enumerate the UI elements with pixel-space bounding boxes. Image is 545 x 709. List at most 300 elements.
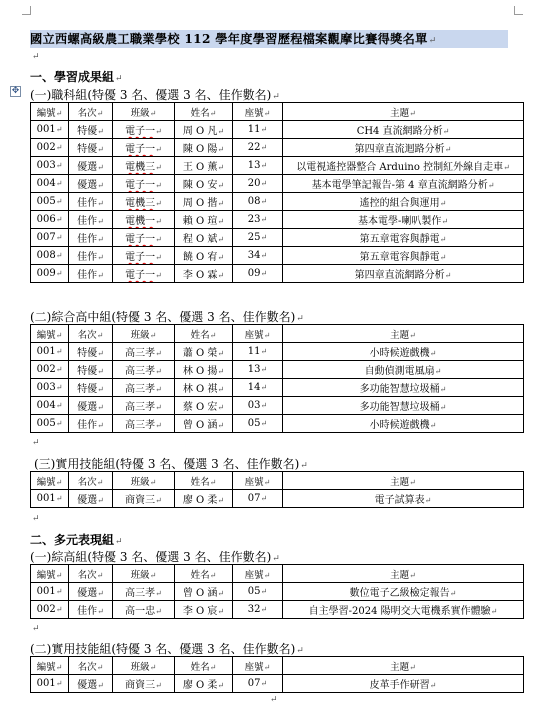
cell-rank[interactable]: 優選↵ — [69, 175, 113, 193]
cell-topic[interactable]: 多功能智慧垃圾桶↵ — [283, 379, 524, 397]
cell-name[interactable]: 陳 O 陽↵ — [175, 139, 233, 157]
table-header-row — [31, 657, 524, 675]
cell-rank[interactable]: 特優↵ — [69, 121, 113, 139]
cell-name[interactable]: 陳 O 安↵ — [175, 175, 233, 193]
cell-seat[interactable]: 05↵ — [233, 415, 283, 433]
paragraph-mark: ↵ — [155, 496, 162, 505]
paragraph-mark: ↵ — [444, 145, 452, 154]
column-header-rank[interactable]: 名次↵ — [69, 103, 113, 121]
margin-corner-top-right — [514, 6, 523, 15]
paragraph-mark: ↵ — [263, 477, 271, 487]
cell-rank[interactable]: 優選↵ — [69, 583, 113, 601]
cell-number[interactable]: 008↵ — [31, 247, 69, 265]
column-header-name[interactable]: 姓名↵ — [175, 103, 233, 121]
table-row[interactable] — [31, 265, 524, 283]
column-header-rank[interactable]: 名次↵ — [69, 472, 113, 490]
paragraph-mark: ↵ — [55, 269, 63, 278]
cell-name[interactable]: 蔡 O 宏↵ — [175, 397, 233, 415]
cell-name[interactable]: 曾 O 涵↵ — [175, 415, 233, 433]
cell-name[interactable]: 廖 O 柔↵ — [175, 490, 233, 508]
paragraph-mark: ↵ — [55, 233, 63, 242]
cell-name[interactable]: 賴 O 瑄↵ — [175, 211, 233, 229]
cell-rank[interactable]: 優選↵ — [69, 157, 113, 175]
paragraph-mark: ↵ — [217, 163, 225, 172]
paragraph-mark: ↵ — [217, 681, 225, 690]
cell-name[interactable]: 李 O 霖↵ — [175, 265, 233, 283]
paragraph-mark: ↵ — [97, 496, 104, 505]
cell-number[interactable]: 009↵ — [31, 265, 69, 283]
table-row[interactable] — [31, 175, 524, 193]
paragraph-mark: ↵ — [155, 163, 162, 172]
paragraph-mark: ↵ — [155, 589, 162, 598]
paragraph-mark: ↵ — [217, 127, 225, 136]
cell-rank[interactable]: 佳作↵ — [69, 229, 113, 247]
table-row[interactable] — [31, 361, 524, 379]
cell-name[interactable]: 程 O 斌↵ — [175, 229, 233, 247]
paragraph-mark: ↵ — [155, 607, 162, 616]
column-header-number[interactable]: 編號↵ — [31, 472, 69, 490]
paragraph-mark: ↵ — [217, 145, 225, 154]
column-header-class[interactable]: 班級↵ — [113, 472, 175, 490]
cell-class[interactable]: 電子一↵ — [113, 247, 175, 265]
paragraph-mark: ↵ — [96, 570, 104, 580]
cell-number[interactable]: 005↵ — [31, 193, 69, 211]
paragraph-mark: ↵ — [260, 215, 268, 224]
paragraph-mark: ↵ — [96, 662, 104, 672]
cell-number[interactable]: 001↵ — [31, 675, 69, 693]
cell-class[interactable]: 高三孝↵ — [113, 397, 175, 415]
paragraph-mark: ↵ — [260, 383, 268, 392]
table-row[interactable] — [31, 343, 524, 361]
column-header-name[interactable]: 姓名↵ — [175, 565, 233, 583]
table-row[interactable] — [31, 157, 524, 175]
cell-seat[interactable]: 22↵ — [233, 139, 283, 157]
paragraph-mark: ↵ — [97, 199, 104, 208]
cell-number[interactable]: 001↵ — [31, 490, 69, 508]
cell-rank[interactable]: 特優↵ — [69, 139, 113, 157]
table-row[interactable] — [31, 229, 524, 247]
cell-name[interactable]: 周 O 凡↵ — [175, 121, 233, 139]
paragraph-mark: ↵ — [155, 217, 162, 226]
cell-number[interactable]: 001↵ — [31, 583, 69, 601]
paragraph-mark: ↵ — [97, 181, 104, 190]
column-header-topic[interactable]: 主題↵ — [283, 103, 524, 121]
paragraph-mark: ↵ — [424, 496, 432, 505]
cell-topic[interactable]: 多功能智慧垃圾桶↵ — [283, 397, 524, 415]
paragraph-mark: ↵ — [155, 681, 162, 690]
cell-seat[interactable]: 07↵ — [233, 490, 283, 508]
cell-number[interactable]: 002↵ — [31, 601, 69, 619]
paragraph-mark: ↵ — [55, 330, 63, 340]
cell-seat[interactable]: 11↵ — [233, 121, 283, 139]
paragraph-mark: ↵ — [209, 570, 217, 580]
cell-topic[interactable]: 數位電子乙級檢定報告↵ — [283, 583, 524, 601]
table-row[interactable] — [31, 583, 524, 601]
awards-table-practical-skills[interactable] — [30, 471, 524, 508]
paragraph-mark: ↵ — [263, 662, 271, 672]
cell-seat[interactable]: 05↵ — [233, 583, 283, 601]
cell-rank[interactable]: 優選↵ — [69, 675, 113, 693]
table-row[interactable] — [31, 490, 524, 508]
paragraph-mark: ↵ — [97, 403, 104, 412]
cell-rank[interactable]: 優選↵ — [69, 490, 113, 508]
cell-topic[interactable]: 基本電學筆記報告-第 4 章直流網路分析↵ — [283, 175, 524, 193]
cell-name[interactable]: 周 O 揩↵ — [175, 193, 233, 211]
column-header-seat[interactable]: 座號↵ — [233, 657, 283, 675]
table-row[interactable] — [31, 139, 524, 157]
column-header-number[interactable]: 編號↵ — [31, 565, 69, 583]
paragraph-mark: ↵ — [97, 385, 104, 394]
paragraph-mark: ↵ — [260, 251, 268, 260]
paragraph-mark: ↵ — [155, 403, 162, 412]
cell-class[interactable]: 高一忠↵ — [113, 601, 175, 619]
cell-seat[interactable]: 23↵ — [233, 211, 283, 229]
cell-number[interactable]: 001↵ — [31, 121, 69, 139]
paragraph-mark: ↵ — [55, 347, 63, 356]
paragraph-mark: ↵ — [96, 330, 104, 340]
cell-class[interactable]: 電子一↵ — [113, 139, 175, 157]
cell-number[interactable]: 003↵ — [31, 379, 69, 397]
group-caption-comprehensive-diverse: (一)綜高組(特優 3 名、優選 3 名、佳作數名)↵ — [30, 550, 280, 564]
paragraph-mark: ↵ — [55, 570, 63, 580]
cell-class[interactable]: 電子一↵ — [113, 121, 175, 139]
cell-class[interactable]: 高三孝↵ — [113, 379, 175, 397]
column-header-seat[interactable]: 座號↵ — [233, 472, 283, 490]
cell-topic[interactable]: 小時候遊戲機↵ — [283, 343, 524, 361]
paragraph-mark: ↵ — [263, 108, 271, 118]
paragraph-mark: ↵ — [217, 349, 225, 358]
paragraph-mark: ↵ — [260, 401, 268, 410]
paragraph-mark: ↵ — [442, 127, 450, 136]
paragraph-mark: ↵ — [155, 181, 162, 190]
cell-number[interactable]: 004↵ — [31, 175, 69, 193]
awards-table-practical-skills-diverse[interactable] — [30, 656, 524, 693]
paragraph-mark: ↵ — [260, 269, 268, 278]
paragraph-mark: ↵ — [449, 589, 457, 598]
cell-rank[interactable]: 佳作↵ — [69, 247, 113, 265]
cell-topic[interactable]: 小時候遊戲機↵ — [283, 415, 524, 433]
cell-seat[interactable]: 03↵ — [233, 397, 283, 415]
paragraph-mark: ↵ — [55, 251, 63, 260]
cell-rank[interactable]: 佳作↵ — [69, 193, 113, 211]
column-header-name[interactable]: 姓名↵ — [175, 472, 233, 490]
paragraph-mark: ↵ — [260, 197, 268, 206]
paragraph-mark: ↵ — [55, 419, 63, 428]
cell-class[interactable]: 高三孝↵ — [113, 361, 175, 379]
cell-class[interactable]: 電機一↵ — [113, 211, 175, 229]
cell-name[interactable]: 廖 O 柔↵ — [175, 675, 233, 693]
paragraph-mark: ↵ — [428, 36, 437, 46]
paragraph-mark: ↵ — [434, 367, 442, 376]
paragraph-mark: ↵ — [409, 570, 416, 580]
paragraph-mark: ↵ — [149, 570, 157, 580]
paragraph-mark: ↵ — [155, 421, 162, 430]
paragraph-mark: ↵ — [439, 235, 447, 244]
paragraph-mark: ↵ — [429, 349, 437, 358]
column-header-topic[interactable]: 主題↵ — [283, 657, 524, 675]
paragraph-mark: ↵ — [260, 419, 268, 428]
cell-name[interactable]: 李 O 宸↵ — [175, 601, 233, 619]
cell-class[interactable]: 電子一↵ — [113, 175, 175, 193]
cell-seat[interactable]: 11↵ — [233, 343, 283, 361]
paragraph-mark: ↵ — [263, 570, 271, 580]
cell-rank[interactable]: 佳作↵ — [69, 211, 113, 229]
cell-rank[interactable]: 特優↵ — [69, 379, 113, 397]
column-header-class[interactable]: 班級↵ — [113, 103, 175, 121]
paragraph-mark: ↵ — [409, 477, 416, 487]
cell-seat[interactable]: 13↵ — [233, 361, 283, 379]
cell-seat[interactable]: 32↵ — [233, 601, 283, 619]
paragraph-mark: ↵ — [217, 271, 225, 280]
table-header-row — [31, 472, 524, 490]
paragraph-mark: ↵ — [155, 127, 162, 136]
paragraph-mark: ↵ — [260, 587, 268, 596]
paragraph-mark: ↵ — [149, 662, 157, 672]
cell-topic[interactable]: 第五章電容與靜電↵ — [283, 247, 524, 265]
group-caption-practical-skills-diverse: (二)實用技能組(特優 3 名、優選 3 名、佳作數名)↵ — [30, 642, 304, 656]
paragraph-mark: ↵ — [155, 367, 162, 376]
awards-table-vocational[interactable] — [30, 102, 524, 283]
paragraph-mark: ↵ — [260, 143, 268, 152]
cell-rank[interactable]: 優選↵ — [69, 397, 113, 415]
blank-paragraph: ↵ — [32, 438, 40, 448]
cell-number[interactable]: 004↵ — [31, 397, 69, 415]
cell-topic[interactable]: 以電視遙控器整合 Arduino 控制紅外線自走車↵ — [283, 157, 524, 175]
cell-number[interactable]: 002↵ — [31, 361, 69, 379]
table-header-row — [31, 565, 524, 583]
cell-topic[interactable]: CH4 直流網路分析↵ — [283, 121, 524, 139]
paragraph-mark: ↵ — [155, 349, 162, 358]
paragraph-mark: ↵ — [97, 127, 104, 136]
paragraph-mark: ↵ — [260, 494, 268, 503]
paragraph-mark: ↵ — [217, 589, 225, 598]
column-header-seat[interactable]: 座號↵ — [233, 103, 283, 121]
paragraph-mark: ↵ — [55, 401, 63, 410]
table-row[interactable] — [31, 601, 524, 619]
cell-seat[interactable]: 34↵ — [233, 247, 283, 265]
paragraph-mark: ↵ — [55, 662, 63, 672]
paragraph-mark: ↵ — [409, 108, 416, 118]
paragraph-mark: ↵ — [97, 235, 104, 244]
cell-topic[interactable]: 第四章直流網路分析↵ — [283, 265, 524, 283]
paragraph-mark: ↵ — [260, 233, 268, 242]
cell-name[interactable]: 王 O 薰↵ — [175, 157, 233, 175]
cell-class[interactable]: 商資三↵ — [113, 490, 175, 508]
paragraph-mark: ↵ — [217, 253, 225, 262]
cell-class[interactable]: 電子一↵ — [113, 265, 175, 283]
paragraph-mark: ↵ — [149, 477, 157, 487]
cell-topic[interactable]: 基本電學-喇叭製作↵ — [283, 211, 524, 229]
paragraph-mark: ↵ — [155, 271, 162, 280]
cell-seat[interactable]: 13↵ — [233, 157, 283, 175]
column-header-class[interactable]: 班級↵ — [113, 657, 175, 675]
table-move-handle-icon[interactable]: ✥ — [11, 86, 20, 96]
cell-number[interactable]: 002↵ — [31, 139, 69, 157]
paragraph-mark: ↵ — [217, 367, 225, 376]
cell-seat[interactable]: 20↵ — [233, 175, 283, 193]
table-row[interactable] — [31, 121, 524, 139]
cell-seat[interactable]: 25↵ — [233, 229, 283, 247]
paragraph-mark: ↵ — [260, 125, 268, 134]
column-header-rank[interactable]: 名次↵ — [69, 325, 113, 343]
cell-name[interactable]: 蕭 O 榮↵ — [175, 343, 233, 361]
cell-class[interactable]: 高三孝↵ — [113, 415, 175, 433]
document-title[interactable] — [30, 30, 508, 48]
document-title-text: 國立西螺高級農工職業學校 112 學年度學習歷程檔案觀摩比賽得獎名單 — [30, 32, 428, 46]
cell-name[interactable]: 林 O 揚↵ — [175, 361, 233, 379]
paragraph-mark: ↵ — [55, 161, 63, 170]
cell-class[interactable]: 電子一↵ — [113, 229, 175, 247]
paragraph-mark: ↵ — [217, 421, 225, 430]
table-row[interactable] — [31, 211, 524, 229]
paragraph-mark: ↵ — [217, 607, 225, 616]
paragraph-mark: ↵ — [217, 403, 225, 412]
section-heading-learning-results[interactable]: 一、學習成果組↵ — [30, 70, 123, 84]
paragraph-mark: ↵ — [209, 662, 217, 672]
paragraph-mark: ↵ — [55, 108, 63, 118]
cell-rank[interactable]: 佳作↵ — [69, 265, 113, 283]
paragraph-mark: ↵ — [97, 217, 104, 226]
cell-class[interactable]: 電機三↵ — [113, 193, 175, 211]
paragraph-mark: ↵ — [217, 199, 225, 208]
table-row[interactable] — [31, 397, 524, 415]
paragraph-mark: ↵ — [429, 421, 437, 430]
paragraph-mark: ↵ — [409, 662, 416, 672]
paragraph-mark: ↵ — [97, 349, 104, 358]
paragraph-mark: ↵ — [149, 108, 157, 118]
paragraph-mark: ↵ — [97, 589, 104, 598]
blank-paragraph: ↵ — [32, 52, 40, 62]
paragraph-mark: ↵ — [155, 253, 162, 262]
section-heading-diverse-performance[interactable]: 二、多元表現組↵ — [30, 533, 123, 547]
paragraph-mark: ↵ — [55, 179, 63, 188]
cell-rank[interactable]: 特優↵ — [69, 361, 113, 379]
cell-topic[interactable]: 遙控的組合與運用↵ — [283, 193, 524, 211]
paragraph-mark: ↵ — [429, 681, 437, 690]
column-header-topic[interactable]: 主題↵ — [283, 565, 524, 583]
column-header-topic[interactable]: 主題↵ — [283, 472, 524, 490]
paragraph-mark: ↵ — [97, 367, 104, 376]
paragraph-mark: ↵ — [217, 496, 225, 505]
cell-topic[interactable]: 皮革手作研習↵ — [283, 675, 524, 693]
cell-rank[interactable]: 特優↵ — [69, 343, 113, 361]
cell-class[interactable]: 高三孝↵ — [113, 583, 175, 601]
cell-number[interactable]: 001↵ — [31, 343, 69, 361]
paragraph-mark: ↵ — [97, 681, 104, 690]
paragraph-mark: ↵ — [55, 125, 63, 134]
paragraph-mark: ↵ — [96, 477, 104, 487]
cell-number[interactable]: 003↵ — [31, 157, 69, 175]
blank-paragraph: ↵ — [32, 624, 40, 634]
cell-name[interactable]: 林 O 祺↵ — [175, 379, 233, 397]
cell-seat[interactable]: 14↵ — [233, 379, 283, 397]
cell-seat[interactable]: 07↵ — [233, 675, 283, 693]
column-header-class[interactable]: 班級↵ — [113, 565, 175, 583]
paragraph-mark: ↵ — [217, 181, 225, 190]
cell-class[interactable]: 高三孝↵ — [113, 343, 175, 361]
paragraph-mark: ↵ — [260, 161, 268, 170]
blank-paragraph: ↵ — [32, 514, 40, 524]
column-header-rank[interactable]: 名次↵ — [69, 657, 113, 675]
table-row[interactable] — [31, 415, 524, 433]
table-header-row — [31, 325, 524, 343]
cell-topic[interactable]: 自動偵測電風扇↵ — [283, 361, 524, 379]
column-header-number[interactable]: 編號↵ — [31, 325, 69, 343]
paragraph-mark: ↵ — [55, 365, 63, 374]
column-header-number[interactable]: 編號↵ — [31, 103, 69, 121]
group-caption-comprehensive: (二)綜合高中組(特優 3 名、優選 3 名、佳作數名)↵ — [30, 310, 304, 324]
cell-number[interactable]: 005↵ — [31, 415, 69, 433]
cell-seat[interactable]: 09↵ — [233, 265, 283, 283]
paragraph-mark: ↵ — [149, 330, 157, 340]
column-header-number[interactable]: 編號↵ — [31, 657, 69, 675]
paragraph-mark: ↵ — [217, 385, 225, 394]
paragraph-mark: ↵ — [444, 271, 452, 280]
table-row[interactable] — [31, 247, 524, 265]
table-row[interactable] — [31, 675, 524, 693]
awards-table-comprehensive[interactable] — [30, 324, 524, 433]
paragraph-mark: ↵ — [260, 679, 268, 688]
paragraph-mark: ↵ — [155, 199, 162, 208]
awards-table-comprehensive-diverse[interactable] — [30, 564, 524, 619]
paragraph-mark: ↵ — [409, 330, 416, 340]
column-header-topic[interactable]: 主題↵ — [283, 325, 524, 343]
cell-name[interactable]: 曾 O 涵↵ — [175, 583, 233, 601]
paragraph-mark: ↵ — [209, 108, 217, 118]
cell-class[interactable]: 商資三↵ — [113, 675, 175, 693]
cell-topic[interactable]: 第四章直流迴路分析↵ — [283, 139, 524, 157]
column-header-rank[interactable]: 名次↵ — [69, 565, 113, 583]
cell-number[interactable]: 007↵ — [31, 229, 69, 247]
paragraph-mark: ↵ — [439, 403, 447, 412]
cell-topic[interactable]: 電子試算表↵ — [283, 490, 524, 508]
paragraph-mark: ↵ — [55, 679, 63, 688]
paragraph-mark: ↵ — [55, 587, 63, 596]
paragraph-mark: ↵ — [55, 605, 63, 614]
paragraph-mark: ↵ — [97, 271, 104, 280]
paragraph-mark: ↵ — [260, 605, 268, 614]
paragraph-mark: ↵ — [55, 197, 63, 206]
paragraph-mark: ↵ — [155, 145, 162, 154]
paragraph-mark: ↵ — [55, 215, 63, 224]
group-caption-vocational: (一)職科組(特優 3 名、優選 3 名、佳作數名)↵ — [30, 88, 280, 102]
cell-rank[interactable]: 佳作↵ — [69, 601, 113, 619]
paragraph-mark: ↵ — [439, 385, 447, 394]
cell-name[interactable]: 饒 O 宥↵ — [175, 247, 233, 265]
paragraph-mark: ↵ — [97, 145, 104, 154]
paragraph-mark: ↵ — [96, 108, 104, 118]
table-row[interactable] — [31, 379, 524, 397]
cell-rank[interactable]: 佳作↵ — [69, 415, 113, 433]
paragraph-mark: ↵ — [490, 607, 498, 616]
column-header-name[interactable]: 姓名↵ — [175, 325, 233, 343]
column-header-name[interactable]: 姓名↵ — [175, 657, 233, 675]
margin-corner-top-left — [22, 6, 31, 15]
cell-topic[interactable]: 自主學習-2024 陽明交大電機系實作體驗↵ — [283, 601, 524, 619]
cell-number[interactable]: 006↵ — [31, 211, 69, 229]
paragraph-mark: ↵ — [209, 330, 217, 340]
column-header-class[interactable]: 班級↵ — [113, 325, 175, 343]
paragraph-mark: ↵ — [217, 235, 225, 244]
cell-class[interactable]: 電機三↵ — [113, 157, 175, 175]
table-row[interactable] — [31, 193, 524, 211]
paragraph-mark: ↵ — [97, 253, 104, 262]
cell-topic[interactable]: 第五章電容與靜電↵ — [283, 229, 524, 247]
cell-seat[interactable]: 08↵ — [233, 193, 283, 211]
column-header-seat[interactable]: 座號↵ — [233, 565, 283, 583]
column-header-seat[interactable]: 座號↵ — [233, 325, 283, 343]
table-header-row — [31, 103, 524, 121]
